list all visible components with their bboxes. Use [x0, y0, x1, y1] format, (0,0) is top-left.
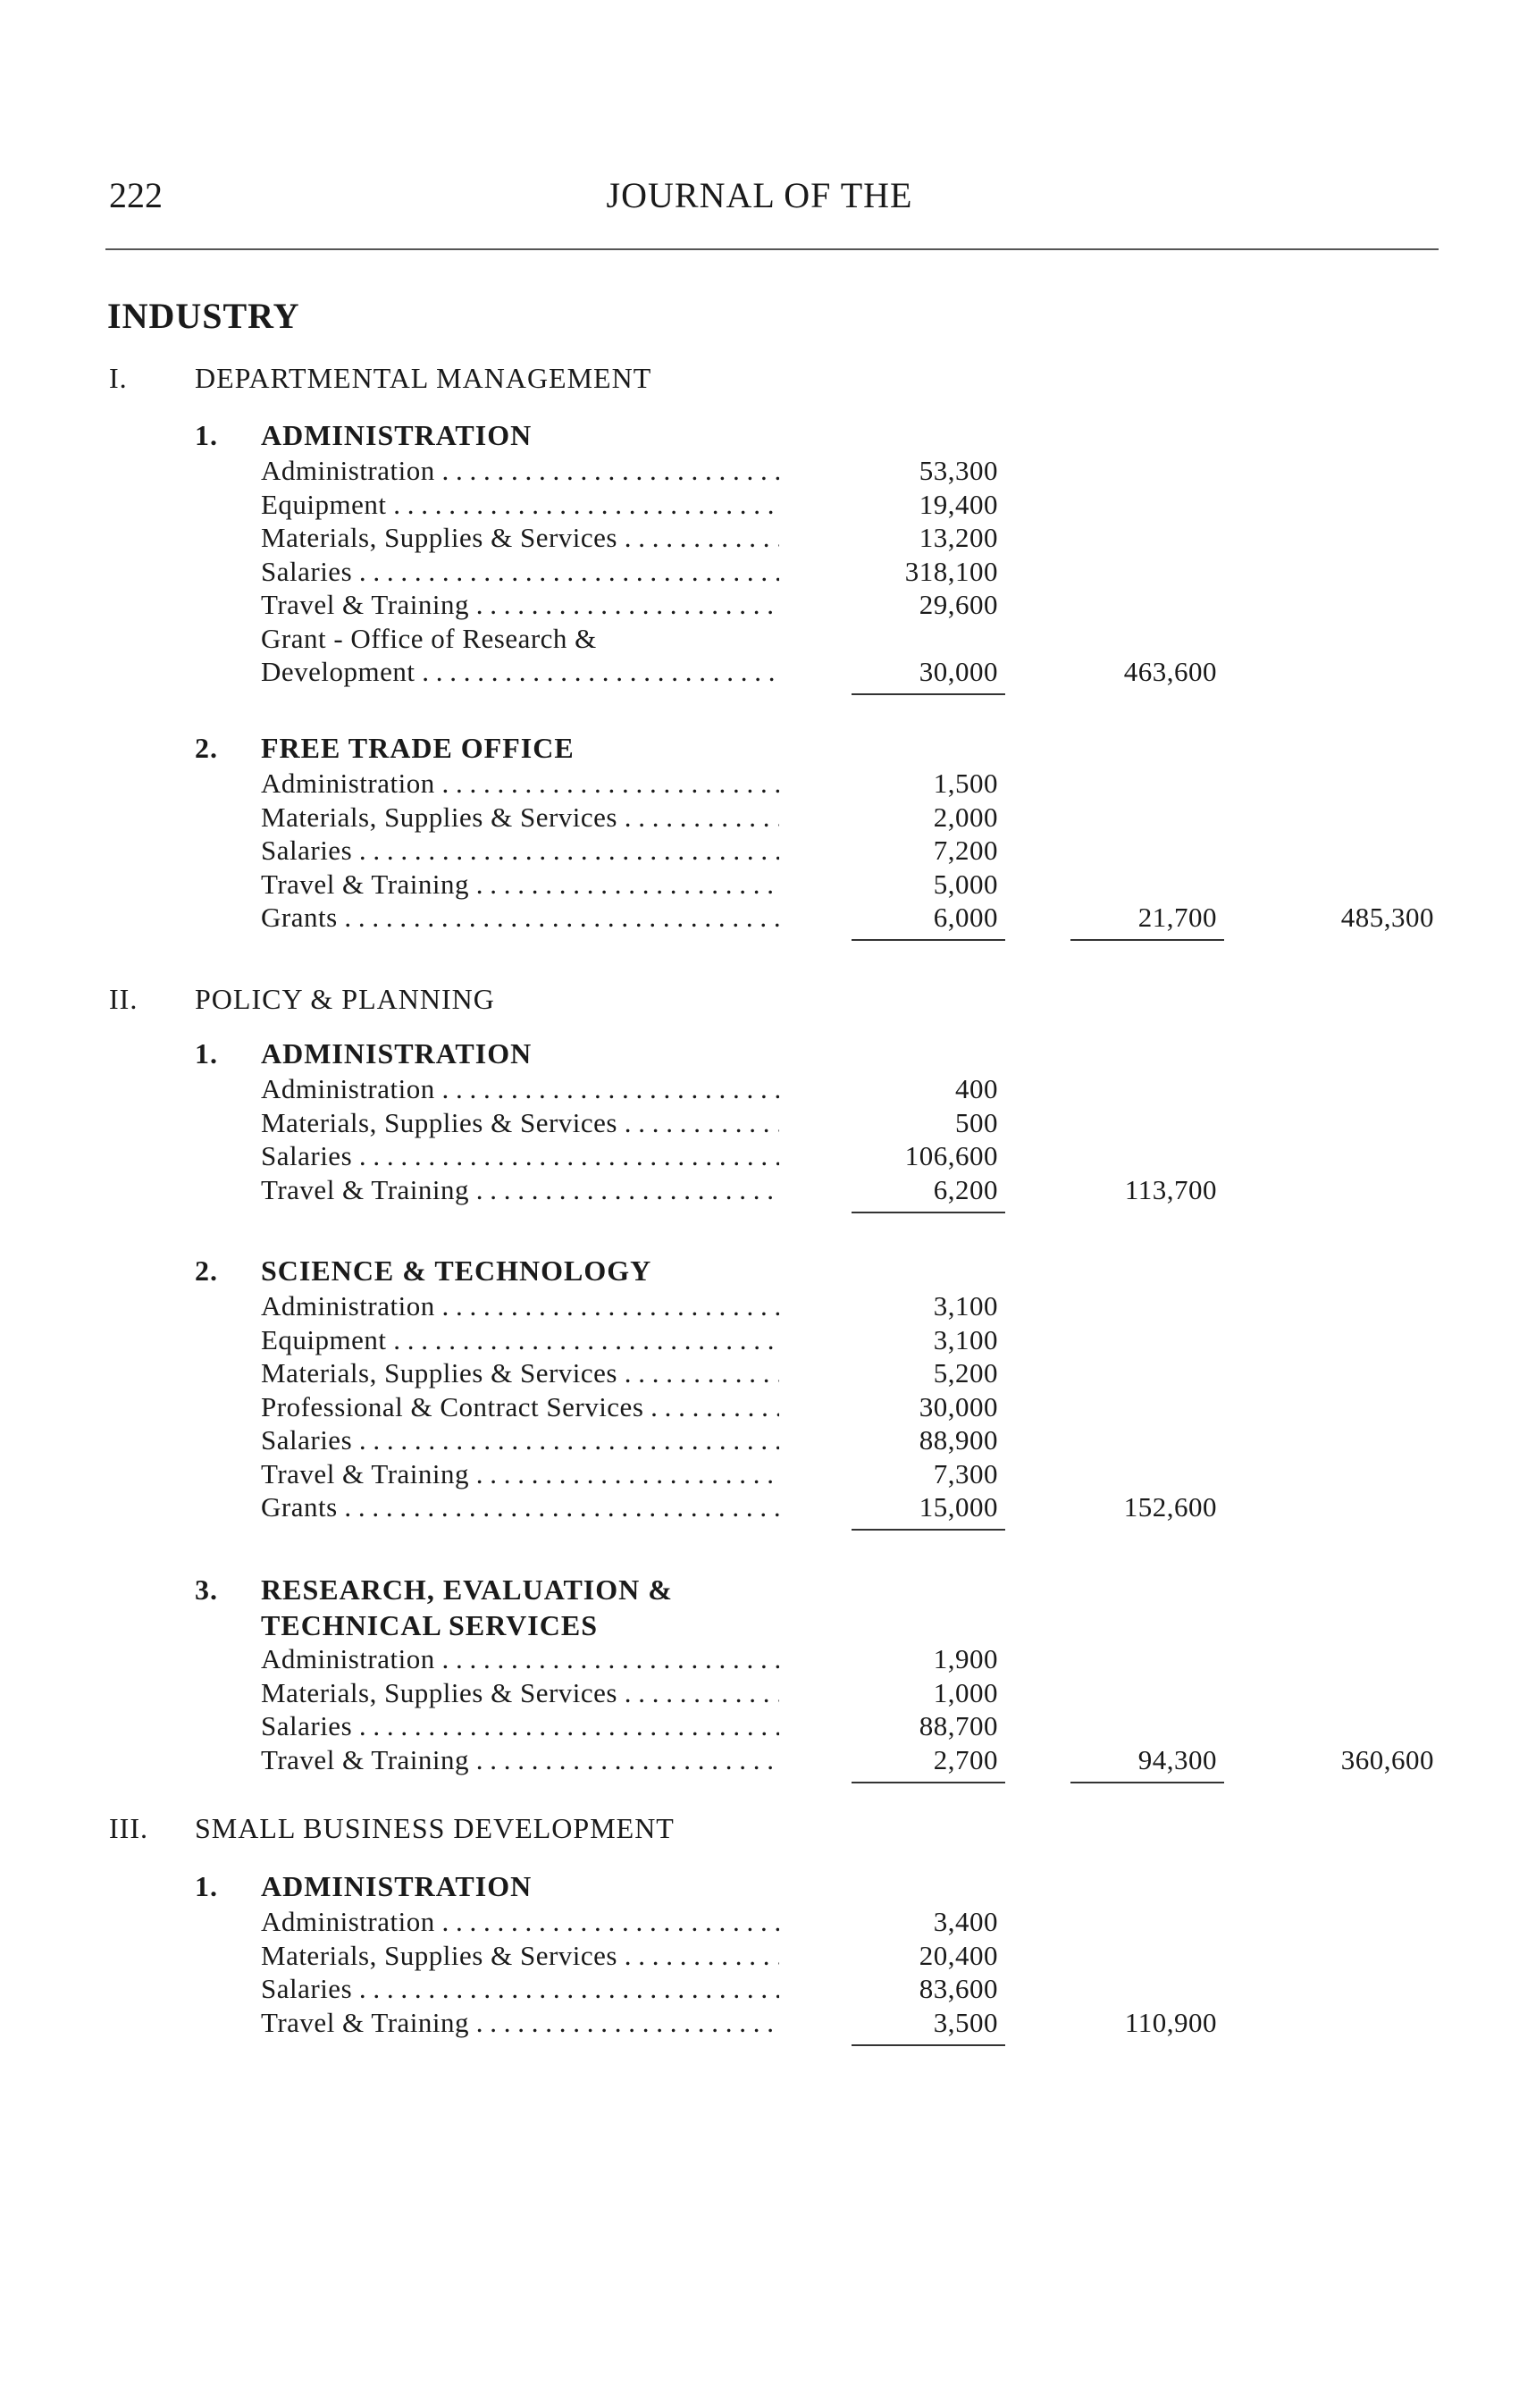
line-item-amount: 3,500	[933, 2006, 998, 2038]
line-item-label: Equipment . . .	[261, 1323, 779, 1357]
line-item-label: Salaries . . .	[261, 1139, 779, 1173]
section-total-amount: 360,600	[1340, 1743, 1434, 1775]
line-item-amount: 5,000	[933, 868, 998, 900]
line-item-label: Grants . . .	[261, 901, 779, 935]
line-item-label: Grants . . .	[261, 1490, 779, 1524]
line-item-amount: 15,000	[919, 1491, 998, 1523]
line-item-amount: 6,000	[933, 902, 998, 933]
line-item-label: Administration . . .	[261, 1905, 779, 1939]
line-item-label: Materials, Supplies & Services . . .	[261, 521, 779, 555]
line-item-label: Materials, Supplies & Services . . .	[261, 1356, 779, 1390]
header-rule	[105, 248, 1439, 250]
subsection-number: 1.	[195, 1037, 218, 1070]
line-item-label: Travel & Training . . .	[261, 2006, 779, 2040]
line-item-label: Development . . .	[261, 655, 779, 689]
amount-underline	[852, 693, 1005, 695]
subsection-title: ADMINISTRATION	[261, 1037, 533, 1070]
subtotal-amount: 94,300	[1137, 1743, 1217, 1775]
subtotal-amount: 113,700	[1124, 1173, 1217, 1205]
line-item-label: Materials, Supplies & Services . . .	[261, 801, 779, 835]
line-item-amount: 29,600	[919, 589, 998, 620]
subtotal-amount: 21,700	[1137, 902, 1217, 933]
line-item-amount: 106,600	[904, 1140, 998, 1171]
line-item-label: Travel & Training . . .	[261, 588, 779, 622]
subsection-number: 3.	[195, 1573, 218, 1606]
line-item-label: Travel & Training . . .	[261, 1457, 779, 1491]
line-item-label: Professional & Contract Services . . .	[261, 1390, 779, 1424]
department-title: INDUSTRY	[107, 296, 300, 336]
line-item-label: Administration . . .	[261, 1289, 779, 1323]
section-title: SMALL BUSINESS DEVELOPMENT	[195, 1812, 675, 1844]
subsection-number: 1.	[195, 1870, 218, 1902]
subsection-title: SCIENCE & TECHNOLOGY	[261, 1254, 652, 1287]
line-item-amount: 500	[955, 1106, 998, 1138]
line-item-amount: 20,400	[919, 1939, 998, 1971]
subsection-title: ADMINISTRATION	[261, 419, 533, 451]
line-item-amount: 1,500	[933, 768, 998, 799]
subtotal-underline	[1070, 939, 1224, 941]
line-item-label: Salaries . . .	[261, 555, 779, 589]
line-item-amount: 3,400	[933, 1906, 998, 1937]
amount-underline	[852, 939, 1005, 941]
line-item-amount: 3,100	[933, 1290, 998, 1321]
section-total-amount: 485,300	[1340, 902, 1434, 933]
line-item-label: Salaries . . .	[261, 1972, 779, 2006]
line-item-label: Salaries . . .	[261, 1709, 779, 1743]
line-item-label: Travel & Training . . .	[261, 1743, 779, 1777]
section-roman: I.	[109, 362, 128, 394]
section-title: DEPARTMENTAL MANAGEMENT	[195, 362, 652, 394]
line-item-amount: 88,900	[919, 1424, 998, 1456]
subsection-title: FREE TRADE OFFICE	[261, 732, 575, 764]
subtotal-amount: 152,600	[1123, 1491, 1217, 1523]
line-item-amount: 7,300	[933, 1457, 998, 1489]
line-item-amount: 5,200	[933, 1357, 998, 1389]
line-item-amount: 19,400	[919, 488, 998, 520]
line-item-amount: 400	[955, 1073, 998, 1104]
page-number: 222	[109, 175, 163, 215]
line-item-amount: 1,900	[933, 1643, 998, 1674]
section-title: POLICY & PLANNING	[195, 983, 495, 1015]
line-item-label: Materials, Supplies & Services . . .	[261, 1106, 779, 1140]
line-item-label: Travel & Training . . .	[261, 868, 779, 902]
subtotal-amount: 463,600	[1123, 656, 1217, 687]
line-item-amount: 13,200	[919, 522, 998, 553]
subtotal-underline	[1070, 1782, 1224, 1783]
section-roman: II.	[109, 983, 138, 1015]
line-item-label: Administration . . .	[261, 1072, 779, 1106]
line-item-amount: 83,600	[919, 1973, 998, 2004]
line-item-amount: 2,700	[933, 1743, 998, 1775]
line-item-amount: 30,000	[919, 1390, 998, 1422]
line-item-label: Travel & Training . . .	[261, 1173, 779, 1207]
subsection-number: 1.	[195, 419, 218, 451]
line-item-label: Equipment . . .	[261, 488, 779, 522]
line-item-amount: 6,200	[933, 1173, 998, 1205]
running-head: JOURNAL OF THE	[606, 175, 913, 215]
section-roman: III.	[109, 1812, 148, 1844]
line-item-amount: 318,100	[904, 555, 998, 587]
amount-underline	[852, 1529, 1005, 1531]
line-item	[261, 622, 1494, 656]
subsection-title: RESEARCH, EVALUATION &	[261, 1573, 673, 1606]
line-item-amount: 3,100	[933, 1323, 998, 1355]
line-item-amount: 7,200	[933, 835, 998, 866]
line-item-amount: 88,700	[919, 1710, 998, 1741]
line-item-label: Administration . . .	[261, 767, 779, 801]
line-item-label: Salaries . . .	[261, 834, 779, 868]
subtotal-amount: 110,900	[1124, 2006, 1217, 2038]
line-item-label: Salaries . . .	[261, 1423, 779, 1457]
subsection-number: 2.	[195, 1254, 218, 1287]
line-item-label: Administration . . .	[261, 1642, 779, 1676]
line-item-amount: 2,000	[933, 801, 998, 833]
amount-underline	[852, 2044, 1005, 2046]
subsection-title: ADMINISTRATION	[261, 1870, 533, 1902]
line-item-label: Administration . . .	[261, 454, 779, 488]
line-item-amount: 30,000	[919, 656, 998, 687]
line-item-amount: 53,300	[919, 455, 998, 486]
amount-underline	[852, 1782, 1005, 1783]
subsection-number: 2.	[195, 732, 218, 764]
line-item-label: Grant - Office of Research &	[261, 622, 597, 654]
line-item-label: Materials, Supplies & Services . . .	[261, 1939, 779, 1973]
line-item-amount: 1,000	[933, 1676, 998, 1708]
amount-underline	[852, 1212, 1005, 1213]
subsection-title-line2: TECHNICAL SERVICES	[261, 1609, 598, 1641]
line-item-label: Materials, Supplies & Services . . .	[261, 1676, 779, 1710]
